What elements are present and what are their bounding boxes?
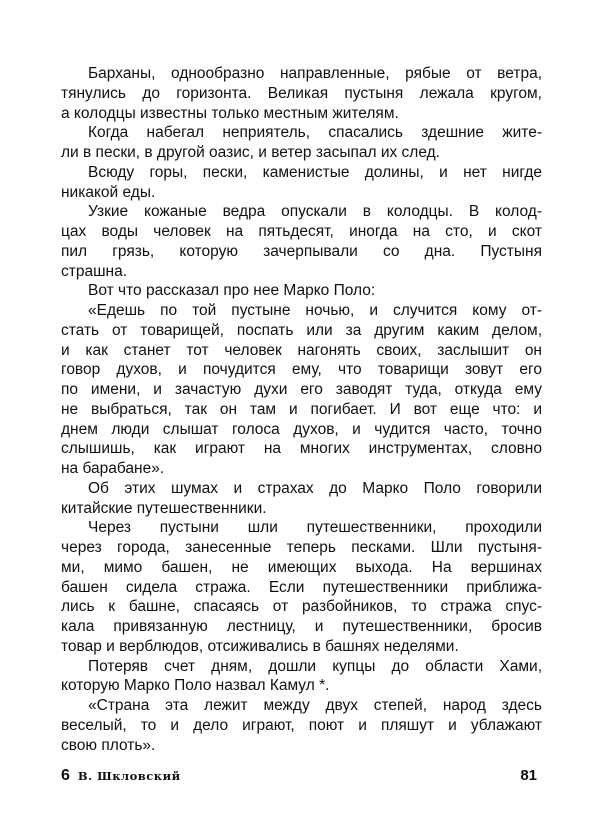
text-line: «Страна эта лежит между двух степей, народ здесь <box>88 697 542 714</box>
paragraph <box>61 657 542 697</box>
text-line: по имени, и зачастую духи его заводят туда, откуда ему <box>61 381 542 398</box>
text-line: китайские путешественники. <box>61 499 267 517</box>
text-line: Всюду горы, пески, каменистые долины, и нет нигде <box>88 163 542 181</box>
paragraph <box>61 64 542 123</box>
text-line: на барабане». <box>61 460 165 477</box>
text-line: Когда набегал неприятель, спасались здешние жите- <box>88 124 542 142</box>
text-line: кала привязанную лестницу, и путешественники, бросив <box>61 618 542 635</box>
paragraph <box>61 479 542 519</box>
text-line: страшна. <box>61 262 128 280</box>
text-line: никакой еды. <box>61 183 156 201</box>
text-line: «Едешь по той пустыне ночью, и случится кому от- <box>88 302 542 319</box>
paragraph <box>61 123 542 163</box>
paragraph <box>61 301 542 479</box>
body-text <box>61 64 542 755</box>
text-line: говор духов, и почудится ему, что товарищи зовут его <box>61 361 542 379</box>
paragraph <box>61 163 542 203</box>
text-line: ли в пески, в другой оазис, и ветер засыпал их след. <box>61 144 440 161</box>
author-signature: В. Шкловский <box>77 769 181 784</box>
text-line: свою плоть». <box>61 736 156 754</box>
text-line: Барханы, однообразно направленные, рябые от ветра, <box>88 65 542 82</box>
text-line: слышишь, как играют на многих инструментах, словно <box>61 440 542 458</box>
paragraph <box>61 281 542 301</box>
text-line: через города, занесенные теперь песками. Шли пустыня- <box>61 539 542 556</box>
text-line: стать от товарищей, поспать или за другим каким делом, <box>61 321 542 339</box>
text-line: ми, мимо башен, не имеющих выхода. На вершинах <box>61 558 542 576</box>
text-line: Вот что рассказал про нее Марко Поло: <box>88 282 376 300</box>
paragraph <box>61 202 542 281</box>
text-line: не выбраться, так он там и погибает. И вот еще что: и <box>61 400 542 418</box>
text-line: Через пустыни шли путешественники, проходили <box>88 519 542 537</box>
text-line: а колодцы известны только местным жителям. <box>61 104 399 122</box>
paragraph <box>61 518 542 656</box>
text-line: башен сидела стража. Если путешественники приближа- <box>61 578 542 596</box>
text-line: и как станет тот человек нагонять своих, заслышит он <box>61 341 542 359</box>
page-number: 81 <box>520 767 537 785</box>
text-line: цах воды человек на пятьдесят, иногда на сто, и скот <box>61 223 542 240</box>
text-line: лись к башне, спасаясь от разбойников, то стража спус- <box>61 598 542 616</box>
text-line: тянулись до горизонта. Великая пустыня лежала кругом, <box>61 84 542 102</box>
text-line: товар и верблюдов, отсиживались в башнях неделями. <box>61 637 459 655</box>
printer-signature-mark: 6 <box>61 767 70 785</box>
text-line: Об этих шумах и страхах до Марко Поло говорили <box>88 479 542 497</box>
text-line: которую Марко Поло назвал Камул *. <box>61 677 330 695</box>
text-line: пил грязь, которую зачерпывали со дна. Пустыня <box>61 242 542 260</box>
text-line: веселый, то и дело играют, поют и пляшут и ублажают <box>61 716 542 734</box>
paragraph <box>61 696 542 755</box>
page-footer <box>61 767 537 785</box>
text-line: днем люди слышат голоса духов, и чудится часто, точно <box>61 420 542 438</box>
text-line: Потеряв счет дням, дошли купцы до области Хами, <box>88 657 542 675</box>
text-line: Узкие кожаные ведра опускали в колодцы. В колод- <box>88 203 542 221</box>
